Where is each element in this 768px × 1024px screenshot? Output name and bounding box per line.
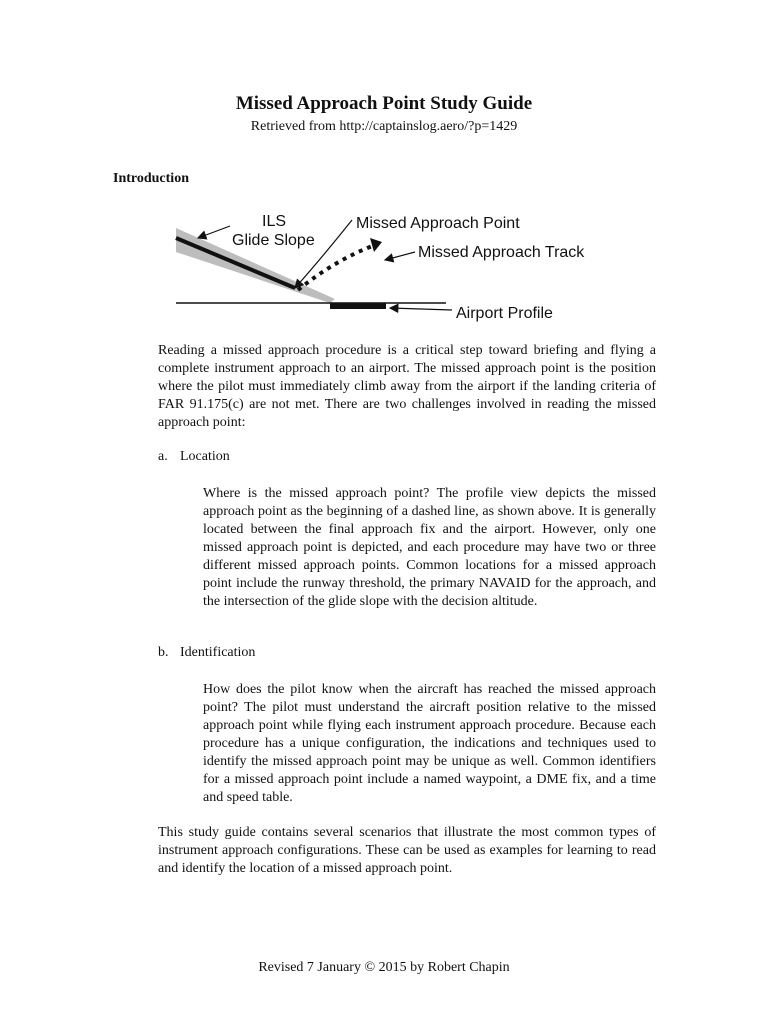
list-item-identification-heading [158,645,255,661]
airport-runway-bar [330,303,386,309]
document-title: Missed Approach Point Study Guide [235,93,533,114]
list-marker: b. [158,645,169,660]
track-pointer [385,252,415,260]
diagram-label-glide-slope: Glide Slope [232,232,315,249]
page-footer: Revised 7 January © 2015 by Robert Chapin [258,960,510,975]
diagram-label-missed-approach-track: Missed Approach Track [418,244,585,261]
list-item-label: Identification [180,645,256,660]
map-pointer [295,220,352,288]
intro-paragraph: Reading a missed approach procedure is a critical step toward briefing and flying a complete instrument approach to an airport. The missed approach point is the position where the pilot must immediately climb away from the airport if the landing criteria of FAR 91.175(c) are not met. There are two challenges involved in reading the missed approach point: [158,343,656,430]
document-source-line: Retrieved from http://captainslog.aero/?p=1429 [250,119,518,134]
ils-pointer [198,226,230,238]
list-item-location-heading [158,449,230,465]
list-marker: a. [158,449,168,464]
airport-pointer [390,308,452,310]
diagram-label-missed-approach-point: Missed Approach Point [356,215,520,232]
closing-paragraph: This study guide contains several scenarios that illustrate the most common types of instrument approach configurations. These can be used as examples for learning to read and identify the location of a missed approach point. [158,825,656,876]
diagram-label-ils: ILS [262,213,287,230]
location-paragraph: Where is the missed approach point? The profile view depicts the missed approach point as the beginning of a dashed line, as shown above. It is generally located between the final approach fix and the airport. However, only one missed approach point is depicted, and each procedure may have two or three different missed approach points. Common locations for a missed approach point include the runway threshold, the primary NAVAID for the approach, and the intersection of the glide slope with the decision altitude. [203,486,656,609]
list-item-label: Location [180,449,230,464]
section-heading-introduction: Introduction [113,171,189,186]
identification-paragraph: How does the pilot know when the aircraft has reached the missed approach point? The pilot must understand the aircraft position relative to the missed approach point while flying each instrument approach procedure. Because each procedure has a unique configuration, the indications and techniques used to identify the missed approach point may be unique as well. Common identifiers for a missed approach point include a named waypoint, a DME fix, and a time and speed table. [203,682,656,805]
diagram-label-airport-profile: Airport Profile [456,305,553,322]
missed-approach-track [298,245,375,290]
missed-approach-track-arrowhead [370,238,382,252]
missed-approach-diagram [170,200,610,335]
